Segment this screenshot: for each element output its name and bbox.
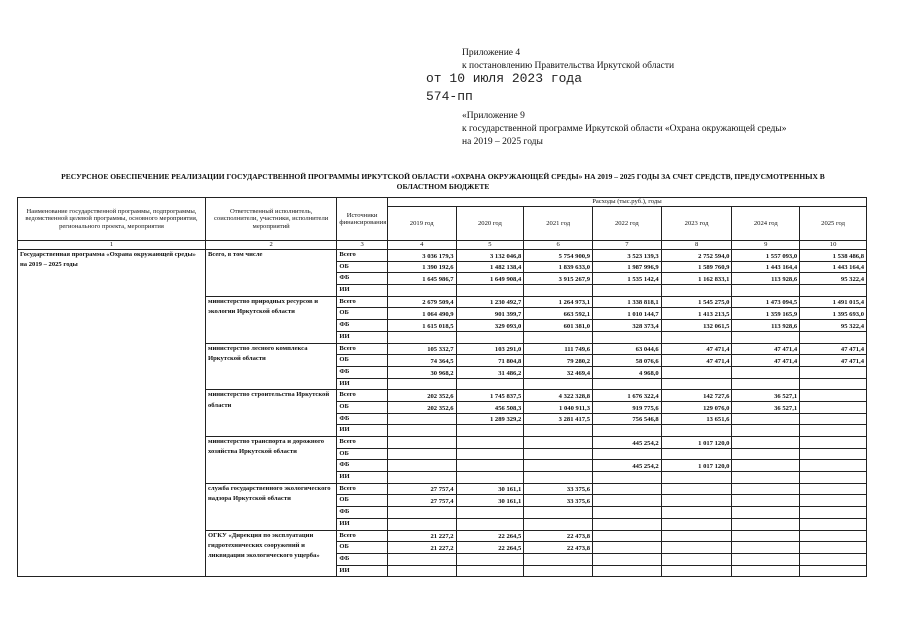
- value-cell: [661, 448, 732, 460]
- value-cell: 1 482 138,4: [456, 261, 524, 273]
- value-cell: 22 473,8: [524, 542, 593, 554]
- value-cell: 919 775,6: [593, 401, 662, 413]
- value-cell: [800, 460, 867, 472]
- value-cell: 1 473 094,5: [732, 296, 800, 308]
- value-cell: [387, 378, 456, 390]
- source-cell: ФБ: [337, 507, 388, 519]
- value-cell: 1 545 275,0: [661, 296, 732, 308]
- source-cell: ИИ: [337, 565, 388, 577]
- value-cell: 105 332,7: [387, 343, 456, 355]
- value-cell: 47 471,4: [732, 355, 800, 367]
- value-cell: [387, 460, 456, 472]
- value-cell: [661, 366, 732, 378]
- value-cell: 1 443 164,4: [732, 261, 800, 273]
- source-cell: ОБ: [337, 542, 388, 554]
- value-cell: [732, 472, 800, 484]
- value-cell: [593, 495, 662, 507]
- value-cell: [800, 401, 867, 413]
- value-cell: [524, 425, 593, 437]
- value-cell: 1 264 973,1: [524, 296, 593, 308]
- value-cell: 103 291,0: [456, 343, 524, 355]
- value-cell: 3 915 267,9: [524, 273, 593, 285]
- value-cell: 1 443 164,4: [800, 261, 867, 273]
- value-cell: 2 679 509,4: [387, 296, 456, 308]
- value-cell: 132 061,5: [661, 320, 732, 332]
- value-cell: [524, 437, 593, 449]
- value-cell: [732, 565, 800, 577]
- value-cell: [661, 553, 732, 565]
- value-cell: 58 076,6: [593, 355, 662, 367]
- col-header-name: Наименование государственной программы, подпрограммы, ведомственной целевой программы, основного мероприятия, регионального проекта, мероприятия: [18, 198, 206, 241]
- year-header: 2022 год: [593, 207, 662, 241]
- value-cell: 36 527,1: [732, 390, 800, 402]
- value-cell: [732, 413, 800, 425]
- source-cell: ФБ: [337, 413, 388, 425]
- executor-cell: министерство лесного комплекса Иркутской области: [205, 343, 336, 390]
- source-cell: ОБ: [337, 308, 388, 320]
- source-cell: Всего: [337, 296, 388, 308]
- value-cell: [456, 553, 524, 565]
- value-cell: 47 471,4: [661, 355, 732, 367]
- source-cell: ОБ: [337, 448, 388, 460]
- value-cell: [593, 425, 662, 437]
- value-cell: [661, 472, 732, 484]
- value-cell: [732, 331, 800, 343]
- value-cell: 1 615 018,5: [387, 320, 456, 332]
- value-cell: [456, 425, 524, 437]
- source-cell: ИИ: [337, 472, 388, 484]
- value-cell: 901 399,7: [456, 308, 524, 320]
- value-cell: 5 754 900,9: [524, 250, 593, 262]
- value-cell: 31 486,2: [456, 366, 524, 378]
- value-cell: [661, 542, 732, 554]
- value-cell: [387, 448, 456, 460]
- value-cell: [524, 507, 593, 519]
- value-cell: 2 752 594,0: [661, 250, 732, 262]
- value-cell: 1 557 093,0: [732, 250, 800, 262]
- value-cell: 329 093,0: [456, 320, 524, 332]
- source-cell: ОБ: [337, 261, 388, 273]
- value-cell: [456, 460, 524, 472]
- value-cell: 71 804,8: [456, 355, 524, 367]
- source-cell: Всего: [337, 530, 388, 542]
- value-cell: [593, 472, 662, 484]
- value-cell: [800, 565, 867, 577]
- value-cell: 1 040 911,3: [524, 401, 593, 413]
- value-cell: 3 132 046,8: [456, 250, 524, 262]
- value-cell: [387, 413, 456, 425]
- value-cell: [800, 507, 867, 519]
- value-cell: [524, 565, 593, 577]
- value-cell: [456, 518, 524, 530]
- value-cell: 756 546,8: [593, 413, 662, 425]
- value-cell: [800, 390, 867, 402]
- value-cell: [387, 553, 456, 565]
- value-cell: 1 390 192,6: [387, 261, 456, 273]
- value-cell: 21 227,2: [387, 542, 456, 554]
- value-cell: [387, 285, 456, 297]
- value-cell: 1 987 996,9: [593, 261, 662, 273]
- value-cell: [593, 565, 662, 577]
- value-cell: 3 523 139,3: [593, 250, 662, 262]
- column-index: 9: [732, 241, 800, 250]
- column-index: 1: [18, 241, 206, 250]
- value-cell: [661, 378, 732, 390]
- value-cell: 113 928,6: [732, 273, 800, 285]
- value-cell: [524, 460, 593, 472]
- column-index: 8: [661, 241, 732, 250]
- value-cell: 1 017 120,0: [661, 460, 732, 472]
- value-cell: 3 281 417,5: [524, 413, 593, 425]
- source-cell: ИИ: [337, 378, 388, 390]
- value-cell: 63 044,6: [593, 343, 662, 355]
- value-cell: 47 471,4: [732, 343, 800, 355]
- value-cell: 202 352,6: [387, 401, 456, 413]
- column-index: 10: [800, 241, 867, 250]
- appendix9-line2: к государственной программе Иркутской области «Охрана окружающей среды»: [462, 124, 787, 134]
- appendix9-line1: «Приложение 9: [462, 111, 525, 121]
- executor-cell: Всего, в том числе: [205, 250, 336, 297]
- value-cell: [732, 366, 800, 378]
- value-cell: 113 928,6: [732, 320, 800, 332]
- source-cell: ФБ: [337, 273, 388, 285]
- value-cell: [800, 437, 867, 449]
- value-cell: 1 491 015,4: [800, 296, 867, 308]
- value-cell: 1 645 986,7: [387, 273, 456, 285]
- value-cell: 74 364,5: [387, 355, 456, 367]
- value-cell: 663 592,1: [524, 308, 593, 320]
- value-cell: [456, 565, 524, 577]
- value-cell: [387, 507, 456, 519]
- column-index: 2: [205, 241, 336, 250]
- program-name: Государственная программа «Охрана окружающей среды» на 2019 – 2025 годы: [18, 250, 206, 577]
- value-cell: [524, 331, 593, 343]
- value-cell: 142 727,6: [661, 390, 732, 402]
- value-cell: 1 359 165,9: [732, 308, 800, 320]
- value-cell: 202 352,6: [387, 390, 456, 402]
- value-cell: [800, 413, 867, 425]
- value-cell: [456, 472, 524, 484]
- value-cell: 1 413 213,5: [661, 308, 732, 320]
- column-index: 5: [456, 241, 524, 250]
- value-cell: 47 471,4: [800, 355, 867, 367]
- col-header-source: Источники финансирования: [337, 198, 388, 241]
- value-cell: [800, 425, 867, 437]
- source-cell: ФБ: [337, 366, 388, 378]
- value-cell: [593, 483, 662, 495]
- value-cell: [456, 448, 524, 460]
- executor-cell: министерство транспорта и дорожного хозяйства Иркутской области: [205, 437, 336, 484]
- appendix-line2: к постановлению Правительства Иркутской области: [462, 61, 675, 71]
- value-cell: [800, 495, 867, 507]
- value-cell: [661, 425, 732, 437]
- value-cell: [800, 331, 867, 343]
- value-cell: 445 254,2: [593, 437, 662, 449]
- value-cell: [387, 437, 456, 449]
- value-cell: 328 373,4: [593, 320, 662, 332]
- value-cell: 4 968,0: [593, 366, 662, 378]
- value-cell: [593, 518, 662, 530]
- value-cell: [661, 495, 732, 507]
- value-cell: [593, 507, 662, 519]
- value-cell: 1 676 322,4: [593, 390, 662, 402]
- source-cell: Всего: [337, 343, 388, 355]
- value-cell: 456 508,3: [456, 401, 524, 413]
- value-cell: 32 469,4: [524, 366, 593, 378]
- value-cell: [800, 448, 867, 460]
- value-cell: [732, 507, 800, 519]
- number-line: 574-пп: [426, 89, 473, 104]
- value-cell: [732, 483, 800, 495]
- value-cell: [387, 331, 456, 343]
- value-cell: 95 322,4: [800, 273, 867, 285]
- value-cell: 30 161,1: [456, 495, 524, 507]
- column-index: 7: [593, 241, 662, 250]
- year-header: 2019 год: [387, 207, 456, 241]
- value-cell: [456, 331, 524, 343]
- value-cell: 79 280,2: [524, 355, 593, 367]
- value-cell: 33 375,6: [524, 483, 593, 495]
- value-cell: [524, 518, 593, 530]
- source-cell: ИИ: [337, 285, 388, 297]
- value-cell: [387, 565, 456, 577]
- value-cell: 1 745 837,5: [456, 390, 524, 402]
- source-cell: ФБ: [337, 553, 388, 565]
- value-cell: [387, 518, 456, 530]
- value-cell: [732, 518, 800, 530]
- value-cell: [732, 378, 800, 390]
- value-cell: [800, 518, 867, 530]
- value-cell: [456, 507, 524, 519]
- source-cell: ИИ: [337, 331, 388, 343]
- table-row: [18, 250, 867, 262]
- value-cell: 601 381,0: [524, 320, 593, 332]
- value-cell: [732, 285, 800, 297]
- value-cell: [524, 378, 593, 390]
- value-cell: 1 649 908,4: [456, 273, 524, 285]
- value-cell: [593, 378, 662, 390]
- value-cell: 36 527,1: [732, 401, 800, 413]
- value-cell: [661, 331, 732, 343]
- value-cell: 1 230 492,7: [456, 296, 524, 308]
- value-cell: 47 471,4: [800, 343, 867, 355]
- value-cell: 27 757,4: [387, 483, 456, 495]
- year-header: 2021 год: [524, 207, 593, 241]
- value-cell: [456, 378, 524, 390]
- value-cell: 1 064 490,9: [387, 308, 456, 320]
- value-cell: [732, 495, 800, 507]
- value-cell: [593, 542, 662, 554]
- title-line2: ОБЛАСТНОМ БЮДЖЕТЕ: [396, 182, 490, 191]
- value-cell: [800, 530, 867, 542]
- value-cell: 1 589 760,9: [661, 261, 732, 273]
- value-cell: 129 076,0: [661, 401, 732, 413]
- value-cell: [661, 507, 732, 519]
- value-cell: [387, 472, 456, 484]
- source-cell: Всего: [337, 437, 388, 449]
- column-index: 4: [387, 241, 456, 250]
- col-header-executor: Ответственный исполнитель, соисполнители, участники, исполнители мероприятий: [205, 198, 336, 241]
- value-cell: 22 473,8: [524, 530, 593, 542]
- value-cell: 13 651,6: [661, 413, 732, 425]
- executor-cell: служба государственного экологического надзора Иркутской области: [205, 483, 336, 530]
- source-cell: Всего: [337, 390, 388, 402]
- year-header: 2024 год: [732, 207, 800, 241]
- value-cell: [732, 553, 800, 565]
- source-cell: Всего: [337, 483, 388, 495]
- value-cell: 21 227,2: [387, 530, 456, 542]
- value-cell: [661, 530, 732, 542]
- value-cell: 22 264,5: [456, 542, 524, 554]
- year-header: 2025 год: [800, 207, 867, 241]
- appendix9-line3: на 2019 – 2025 годы: [462, 137, 543, 147]
- source-cell: ФБ: [337, 320, 388, 332]
- source-cell: ФБ: [337, 460, 388, 472]
- value-cell: [732, 425, 800, 437]
- column-index: 3: [337, 241, 388, 250]
- value-cell: 33 375,6: [524, 495, 593, 507]
- executor-cell: министерство природных ресурсов и экологии Иркутской области: [205, 296, 336, 343]
- value-cell: [800, 366, 867, 378]
- value-cell: [732, 530, 800, 542]
- value-cell: [524, 285, 593, 297]
- value-cell: 30 968,2: [387, 366, 456, 378]
- value-cell: [524, 553, 593, 565]
- source-cell: ИИ: [337, 425, 388, 437]
- source-cell: ОБ: [337, 355, 388, 367]
- value-cell: 445 254,2: [593, 460, 662, 472]
- value-cell: [661, 518, 732, 530]
- value-cell: 4 322 328,8: [524, 390, 593, 402]
- source-cell: Всего: [337, 250, 388, 262]
- value-cell: [456, 285, 524, 297]
- value-cell: [800, 483, 867, 495]
- value-cell: [732, 437, 800, 449]
- value-cell: [593, 448, 662, 460]
- value-cell: [800, 542, 867, 554]
- source-cell: ОБ: [337, 495, 388, 507]
- value-cell: 1 162 833,1: [661, 273, 732, 285]
- value-cell: [800, 472, 867, 484]
- value-cell: [800, 553, 867, 565]
- value-cell: [661, 285, 732, 297]
- value-cell: [524, 448, 593, 460]
- value-cell: [800, 378, 867, 390]
- value-cell: 1 538 486,8: [800, 250, 867, 262]
- value-cell: 95 322,4: [800, 320, 867, 332]
- executor-cell: министерство строительства Иркутской области: [205, 390, 336, 437]
- column-index: 6: [524, 241, 593, 250]
- value-cell: 22 264,5: [456, 530, 524, 542]
- value-cell: 47 471,4: [661, 343, 732, 355]
- year-header: 2023 год: [661, 207, 732, 241]
- value-cell: 1 395 693,0: [800, 308, 867, 320]
- source-cell: ИИ: [337, 518, 388, 530]
- value-cell: 30 161,1: [456, 483, 524, 495]
- appendix-line1: Приложение 4: [462, 48, 521, 58]
- value-cell: [732, 542, 800, 554]
- resource-table: [17, 197, 867, 577]
- title-line1: РЕСУРСНОЕ ОБЕСПЕЧЕНИЕ РЕАЛИЗАЦИИ ГОСУДАРСТВЕННОЙ ПРОГРАММЫ ИРКУТСКОЙ ОБЛАСТИ «ОХРАНА ОКРУЖАЮЩЕЙ СРЕДЫ» НА 2019 – 2025 ГОДЫ ЗА СЧЕТ СРЕДСТВ, ПРЕДУСМОТРЕННЫХ В: [61, 172, 825, 181]
- value-cell: [456, 437, 524, 449]
- value-cell: [661, 483, 732, 495]
- value-cell: [593, 530, 662, 542]
- executor-cell: ОГКУ «Дирекция по эксплуатации гидротехнических сооружений и ликвидации экологического ущерба»: [205, 530, 336, 577]
- value-cell: [800, 285, 867, 297]
- value-cell: 1 289 329,2: [456, 413, 524, 425]
- value-cell: [387, 425, 456, 437]
- value-cell: [524, 472, 593, 484]
- value-cell: [593, 553, 662, 565]
- value-cell: [732, 448, 800, 460]
- value-cell: [593, 285, 662, 297]
- value-cell: 27 757,4: [387, 495, 456, 507]
- source-cell: ОБ: [337, 401, 388, 413]
- document-title: [18, 172, 868, 192]
- year-header: 2020 год: [456, 207, 524, 241]
- value-cell: 1 535 142,4: [593, 273, 662, 285]
- value-cell: 1 017 120,0: [661, 437, 732, 449]
- value-cell: 3 036 179,3: [387, 250, 456, 262]
- date-line: от 10 июля 2023 года: [426, 71, 583, 86]
- value-cell: 111 749,6: [524, 343, 593, 355]
- value-cell: [593, 331, 662, 343]
- value-cell: 1 338 818,1: [593, 296, 662, 308]
- col-header-expenses: Расходы (тыс.руб.), годы: [387, 198, 866, 207]
- value-cell: [661, 565, 732, 577]
- value-cell: [732, 460, 800, 472]
- value-cell: 1 010 144,7: [593, 308, 662, 320]
- value-cell: 1 839 633,0: [524, 261, 593, 273]
